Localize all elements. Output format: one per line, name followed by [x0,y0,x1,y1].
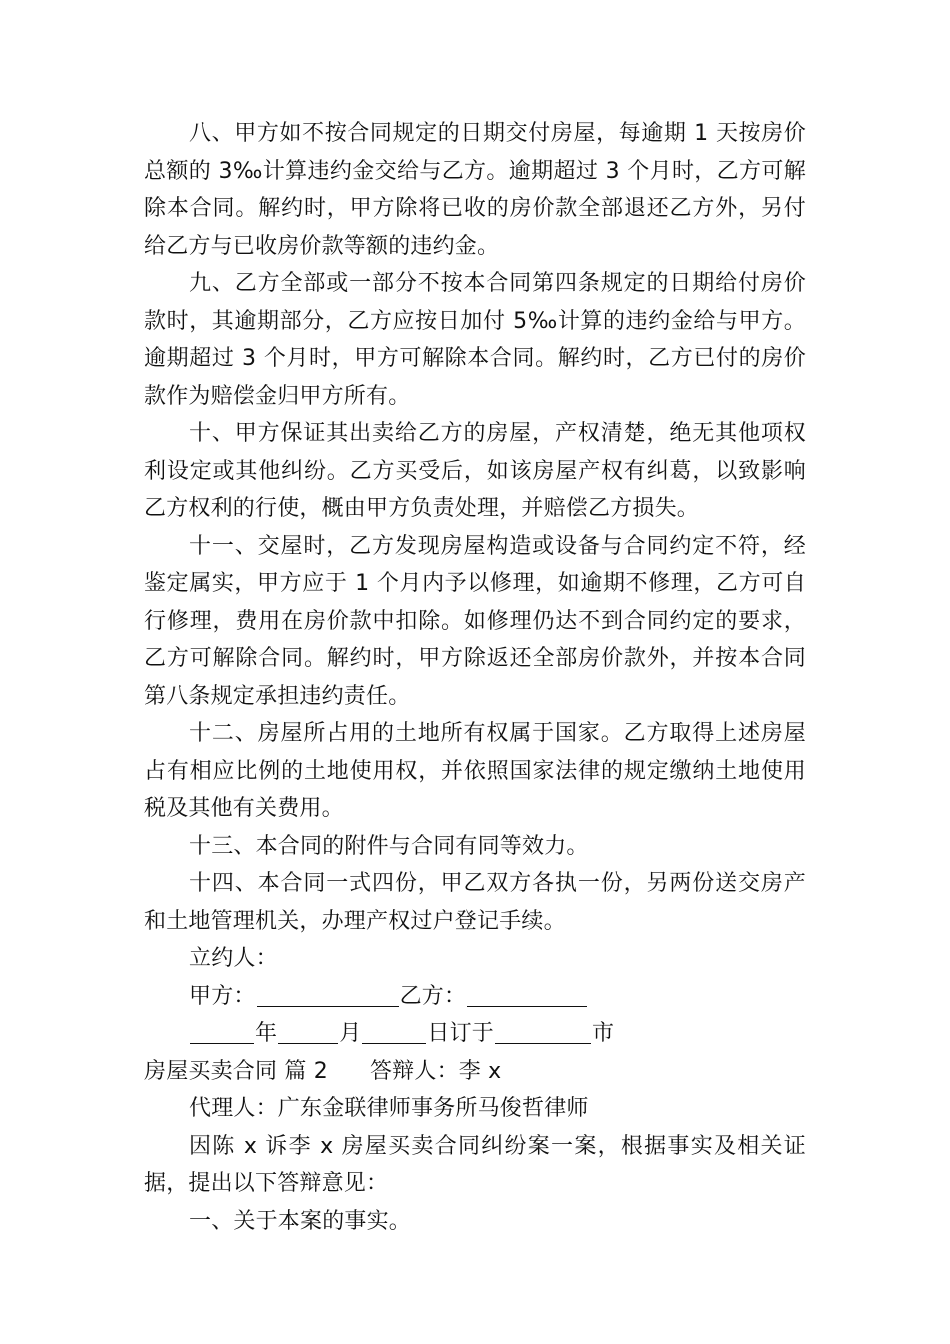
party-signature-line [144,978,806,1016]
day-signed-label: 日订于 [427,1021,495,1046]
section2-heading-line [144,1053,806,1091]
defense-intro: 因陈 x 诉李 x 房屋买卖合同纠纷案一案，根据事实及相关证据，提出以下答辩意见： [144,1133,806,1196]
clause-13: 十三、本合同的附件与合同有同等效力。 [189,833,589,859]
party-a-label: 甲方： [189,983,256,1009]
point-1: 一、关于本案的事实。 [189,1208,412,1234]
day-blank [362,1021,426,1044]
month-blank [278,1021,338,1044]
clause-9: 九、乙方全部或一部分不按本合同第四条规定的日期给付房价款时，其逾期部分，乙方应按日加付 5‰计算的违约金给与甲方。逾期超过 3 个月时，甲方可解除本合同。解约时，乙方已付的房价款作为赔偿金归甲方所有。 [144,271,806,409]
clause-11: 十一、交屋时，乙方发现房屋构造或设备与合同约定不符，经鉴定属实，甲方应于 1 个月内予以修理，如逾期不修理，乙方可自行修理，费用在房价款中扣除。如修理仍达不到合同约定的要求，乙方可解除合同。解约时，甲方除返还全部房价款外，并按本合同第八条规定承担违约责任。 [144,533,806,709]
respondent: 答辩人：李 x [369,1058,502,1084]
city-blank [495,1021,591,1044]
month-label: 月 [339,1021,362,1046]
party-a-blank [257,984,399,1007]
clause-8: 八、甲方如不按合同规定的日期交付房屋，每逾期 1 天按房价总额的 3‰计算违约金交给与乙方。逾期超过 3 个月时，乙方可解除本合同。解约时，甲方除将已收的房价款全部退还乙方外，另付给乙方与已收房价款等额的违约金。 [144,121,806,259]
clause-14: 十四、本合同一式四份，甲乙双方各执一份，另两份送交房产和土地管理机关，办理产权过户登记手续。 [144,871,806,934]
section2-title: 房屋买卖合同 篇 2 [144,1058,328,1084]
city-label: 市 [592,1021,615,1046]
signatories-label: 立约人： [189,946,278,971]
year-label: 年 [255,1021,278,1046]
party-b-blank [467,984,587,1007]
party-b-label: 乙方： [399,983,467,1009]
agent: 代理人：广东金联律师事务所马俊哲律师 [189,1096,589,1121]
document-page [144,115,806,1240]
year-blank [190,1021,254,1044]
clause-10: 十、甲方保证其出卖给乙方的房屋，产权清楚，绝无其他项权利设定或其他纠纷。乙方买受后，如该房屋产权有纠葛，以致影响乙方权利的行使，概由甲方负责处理，并赔偿乙方损失。 [144,421,806,521]
date-place-line [144,1015,806,1053]
clause-12: 十二、房屋所占用的土地所有权属于国家。乙方取得上述房屋占有相应比例的土地使用权，并依照国家法律的规定缴纳土地使用税及其他有关费用。 [144,721,806,821]
